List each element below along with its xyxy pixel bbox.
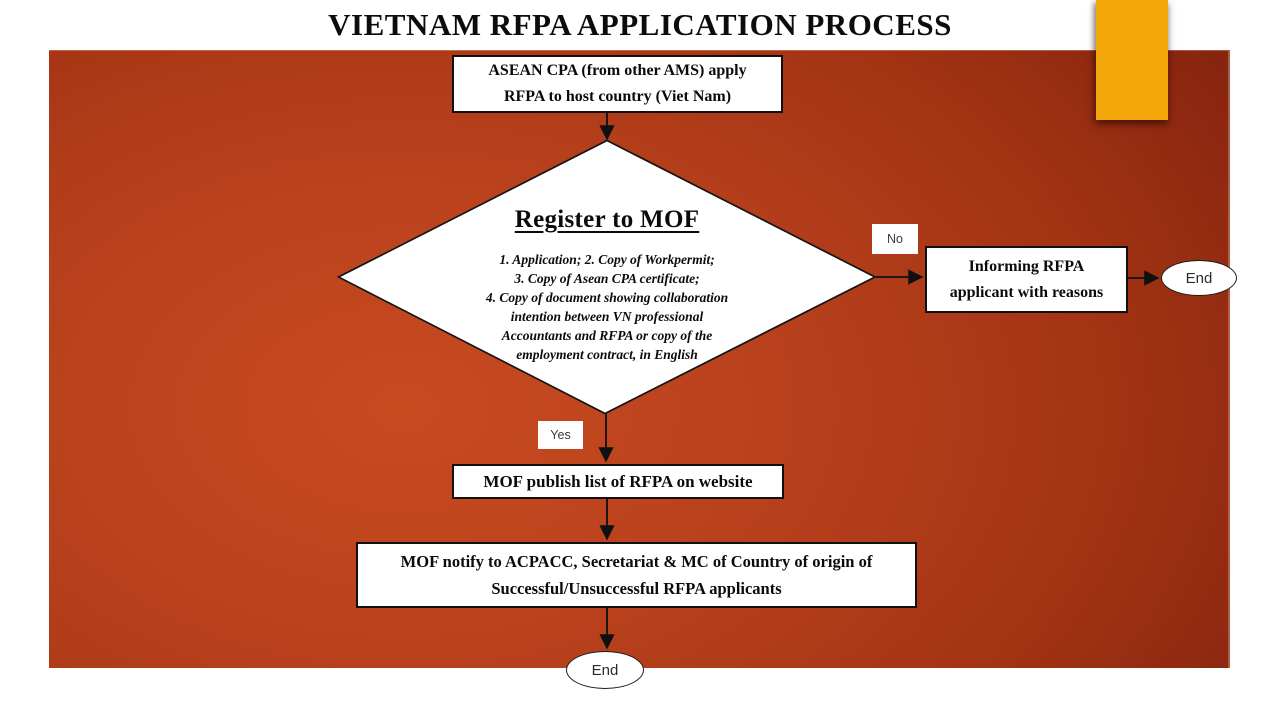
terminator-end-bottom: End xyxy=(566,651,644,689)
node-publish-list xyxy=(452,464,784,499)
node-text-line: RFPA to host country (Viet Nam) xyxy=(503,88,732,105)
edge-label-yes: Yes xyxy=(538,421,583,449)
node-decision-register-mof xyxy=(397,206,817,364)
node-text-line: Successful/Unsuccessful RFPA applicants xyxy=(491,579,782,598)
decision-requirement-line: 4. Copy of document showing collaboration xyxy=(485,290,729,305)
node-informing-applicant xyxy=(925,246,1128,313)
node-notify-acpacc xyxy=(356,542,917,608)
terminator-end-right: End xyxy=(1161,260,1237,296)
page-title: VIETNAM RFPA APPLICATION PROCESS xyxy=(328,7,952,42)
decision-heading: Register to MOF xyxy=(514,206,700,233)
node-text-line: Informing RFPA xyxy=(968,257,1085,275)
title-bar xyxy=(0,0,1280,50)
node-text-line: MOF notify to ACPACC, Secretariat & MC of Country of origin of xyxy=(400,552,873,571)
node-start-apply xyxy=(452,55,783,113)
decision-requirement-line: Accountants and RFPA or copy of the xyxy=(501,328,713,343)
orange-accent-tab xyxy=(1096,0,1168,120)
decision-requirement-line: intention between VN professional xyxy=(510,309,704,324)
decision-requirement-line: 3. Copy of Asean CPA certificate; xyxy=(514,271,700,286)
node-text-line: ASEAN CPA (from other AMS) apply xyxy=(488,62,747,79)
decision-requirement-line: employment contract, in English xyxy=(516,347,698,362)
decision-requirement-line: 1. Application; 2. Copy of Workpermit; xyxy=(499,252,715,267)
edge-label-no: No xyxy=(872,224,918,254)
node-text-line: MOF publish list of RFPA on website xyxy=(483,471,753,491)
node-text-line: applicant with reasons xyxy=(949,283,1104,301)
